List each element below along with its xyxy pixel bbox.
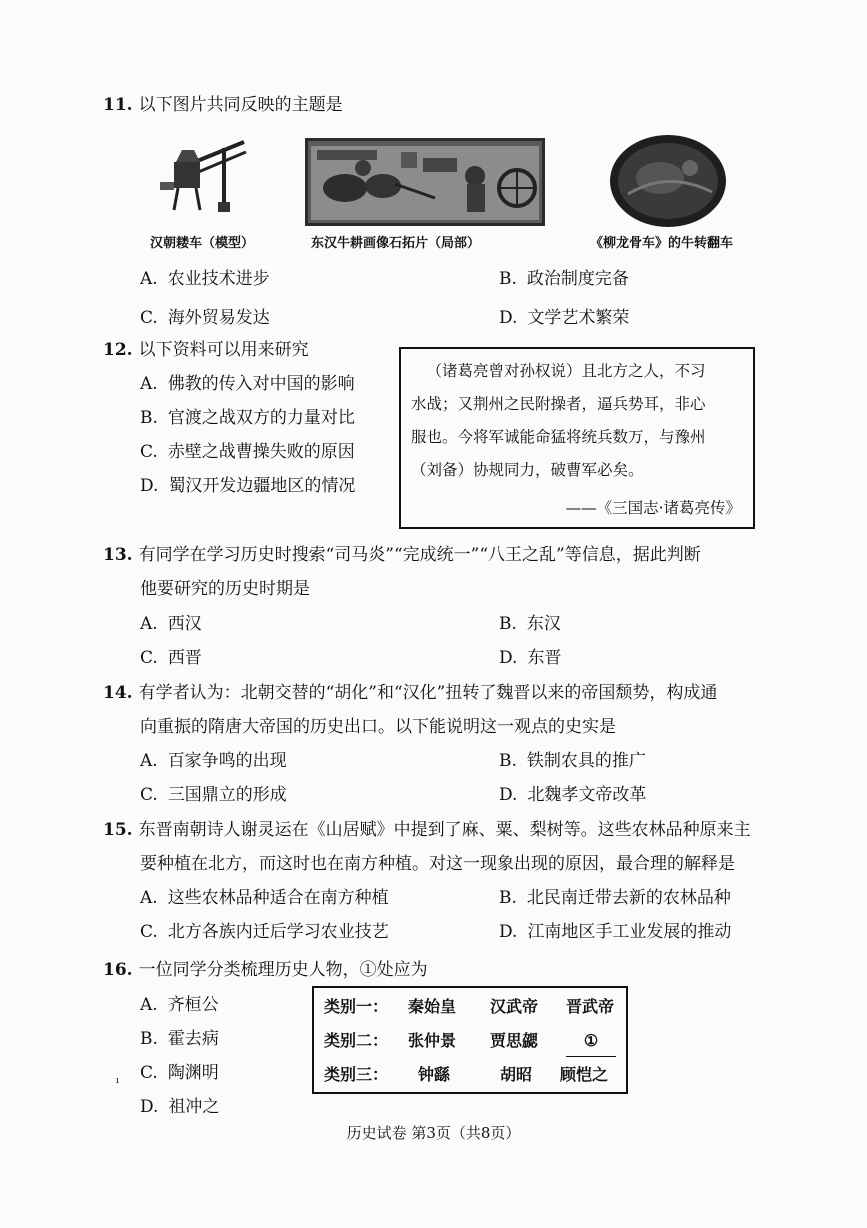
q12-option-d[interactable]: D. 蜀汉开发边疆地区的情况 (140, 476, 356, 496)
q13-stem-line2: 他要研究的历史时期是 (140, 579, 310, 599)
q16-option-d[interactable]: D. 祖冲之 (140, 1097, 220, 1117)
q16-option-b[interactable]: B. 霍去病 (140, 1029, 219, 1049)
q16-category-item: 胡昭 (500, 1065, 533, 1084)
q12-option-b[interactable]: B. 官渡之战双方的力量对比 (140, 408, 355, 428)
q12-quote-line: （刘备）协规同力，破曹军必矣。 (411, 461, 644, 479)
stray-mark: ı (116, 1076, 119, 1086)
q15-stem-line2: 要种植在北方，而这时也在南方种植。对这一现象出现的原因，最合理的解释是 (140, 854, 735, 874)
q11-number: 11. (103, 95, 133, 115)
q11-stem (103, 88, 343, 122)
q15-option-c[interactable]: C. 北方各族内迁后学习农业技艺 (140, 922, 389, 942)
q11-caption-3: 《柳龙骨车》的牛转翻车 (590, 236, 734, 251)
q16-answer-blank: ① (566, 1026, 616, 1057)
q15-option-d[interactable]: D. 江南地区手工业发展的推动 (499, 922, 732, 942)
q16-option-a[interactable]: A. 齐桓公 (140, 995, 219, 1015)
q11-caption-1: 汉朝耧车（模型） (150, 236, 255, 251)
q16-category-item: 张仲景 (408, 1031, 457, 1050)
q13-option-a[interactable]: A. 西汉 (140, 614, 202, 634)
q12-stem-text: 以下资料可以用来研究 (138, 340, 309, 360)
q14-option-c[interactable]: C. 三国鼎立的形成 (140, 785, 287, 805)
q16-option-c[interactable]: C. 陶渊明 (140, 1063, 219, 1083)
q11-option-c[interactable]: C. 海外贸易发达 (140, 308, 270, 328)
q13-number: 13. (103, 545, 133, 565)
seed-drill-icon (160, 138, 250, 216)
q14-stem-line2: 向重振的隋唐大帝国的历史出口。以下能说明这一观点的史实是 (140, 717, 616, 737)
water-wheel-icon (608, 134, 728, 228)
q13-stem-line1: 有同学在学习历史时搜索“司马炎”“完成统一”“八王之乱”等信息，据此判断 (138, 545, 701, 565)
q12-quote-source: ——《三国志·诸葛亮传》 (565, 499, 741, 517)
q12-number: 12. (103, 340, 133, 360)
q12-quote-line: 服也。今将军诚能命猛将统兵数万，与豫州 (411, 428, 706, 446)
q16-category-item: 汉武帝 (490, 997, 539, 1016)
q15-stem-line1: 东晋南朝诗人谢灵运在《山居赋》中提到了麻、粟、梨树等。这些农林品种原来主 (138, 820, 751, 840)
q15-number: 15. (103, 820, 133, 840)
q16-category-item: 秦始皇 (408, 997, 457, 1016)
q16-category-label: 类别三： (324, 1065, 389, 1084)
q15-stem (103, 813, 751, 847)
q16-category-table (312, 986, 628, 1094)
q13-option-b[interactable]: B. 东汉 (499, 614, 561, 634)
q16-number: 16. (103, 960, 133, 980)
q14-number: 14. (103, 683, 133, 703)
q13-stem (103, 538, 701, 572)
q11-option-a[interactable]: A. 农业技术进步 (140, 269, 270, 289)
q14-option-a[interactable]: A. 百家争鸣的出现 (140, 751, 287, 771)
q11-option-d[interactable]: D. 文学艺术繁荣 (499, 308, 630, 328)
q16-category-label: 类别一： (324, 997, 389, 1016)
q12-option-a[interactable]: A. 佛教的传入对中国的影响 (140, 374, 355, 394)
q16-stem (103, 953, 428, 987)
q16-stem-text: 一位同学分类梳理历史人物，①处应为 (138, 960, 428, 980)
q16-category-item: 晋武帝 (566, 997, 615, 1016)
q11-stem-text: 以下图片共同反映的主题是 (138, 95, 343, 115)
q13-option-d[interactable]: D. 东晋 (499, 648, 562, 668)
q15-option-b[interactable]: B. 北民南迁带去新的农林品种 (499, 888, 731, 908)
page-footer: 历史试卷 第3页（共8页） (346, 1124, 521, 1142)
q12-option-c[interactable]: C. 赤壁之战曹操失败的原因 (140, 442, 355, 462)
q12-stem (103, 333, 309, 367)
q14-option-b[interactable]: B. 铁制农具的推广 (499, 751, 646, 771)
q13-option-c[interactable]: C. 西晋 (140, 648, 202, 668)
q11-option-b[interactable]: B. 政治制度完备 (499, 269, 629, 289)
q14-stem-line1: 有学者认为：北朝交替的“胡化”和“汉化”扭转了魏晋以来的帝国颓势，构成通 (138, 683, 718, 703)
q15-option-a[interactable]: A. 这些农林品种适合在南方种植 (140, 888, 389, 908)
q11-caption-2: 东汉牛耕画像石拓片（局部） (311, 236, 481, 251)
q14-stem (103, 676, 717, 710)
q12-quote-line: （诸葛亮曾对孙权说）且北方之人，不习 (426, 362, 706, 380)
q16-category-item: 钟繇 (418, 1065, 451, 1084)
q14-option-d[interactable]: D. 北魏孝文帝改革 (499, 785, 647, 805)
q16-category-label: 类别二： (324, 1031, 389, 1050)
q16-category-item: 顾恺之 (560, 1065, 609, 1084)
ox-plough-rubbing-icon (305, 138, 545, 226)
q12-quote-line: 水战；又荆州之民附操者，逼兵势耳，非心 (411, 395, 706, 413)
q12-quote-box (399, 347, 755, 529)
q16-category-item: 贾思勰 (490, 1031, 539, 1050)
